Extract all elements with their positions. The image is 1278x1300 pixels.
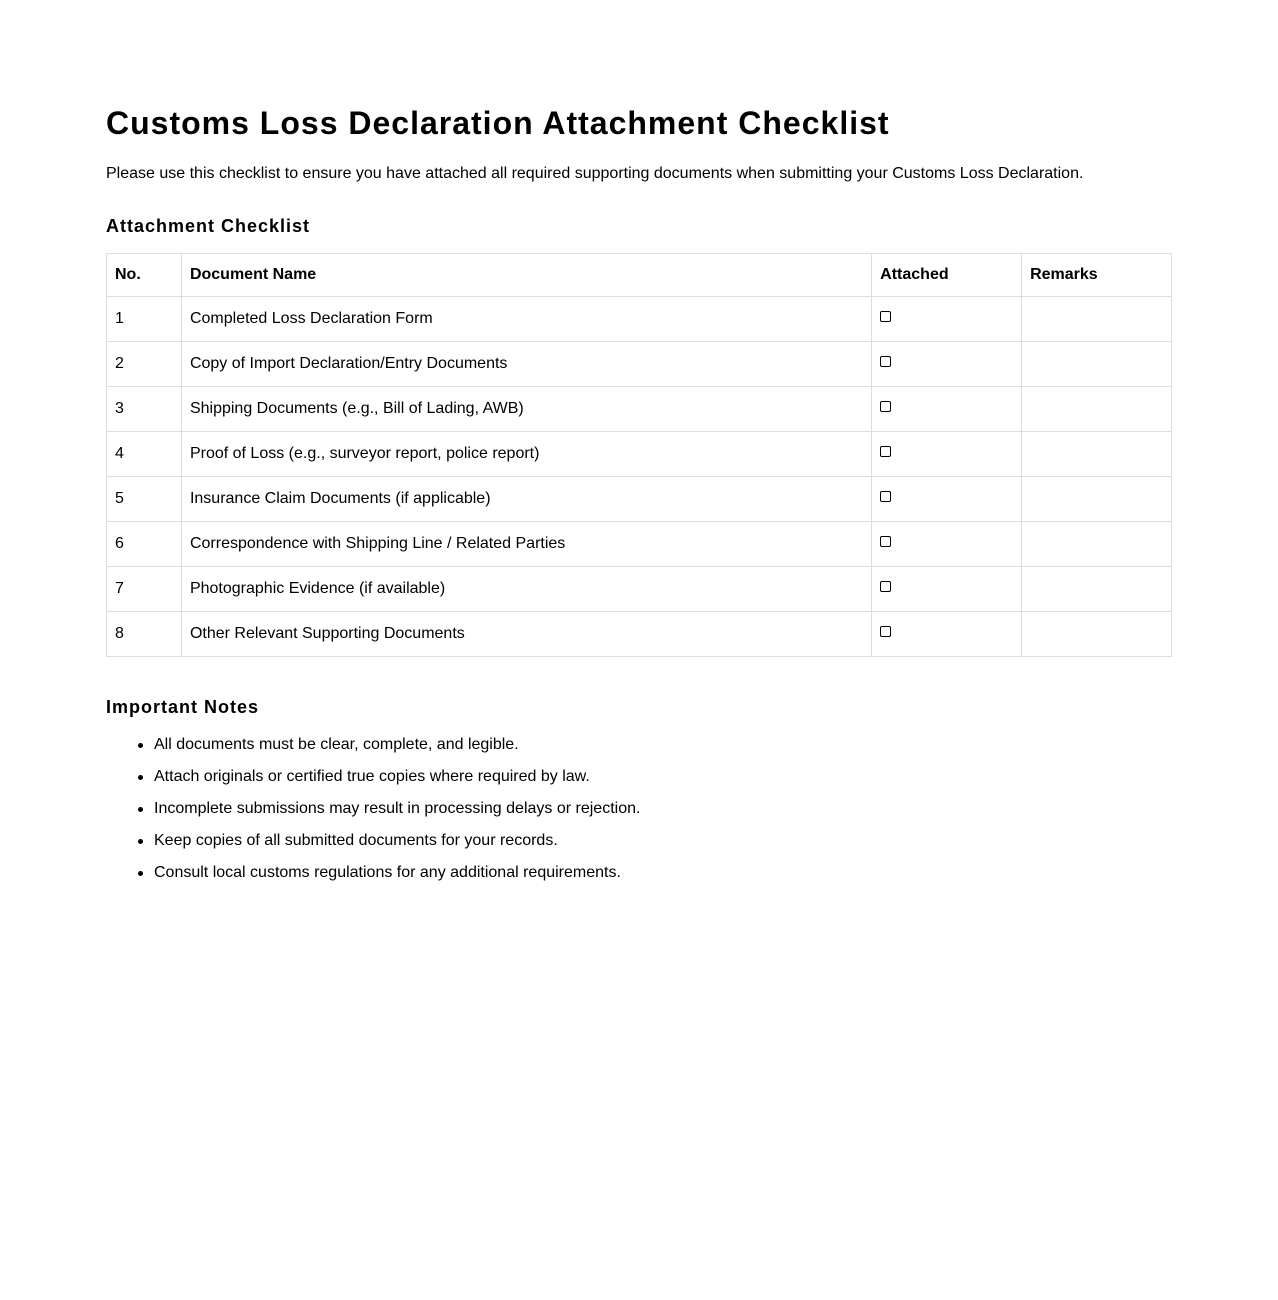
notes-list xyxy=(106,735,640,895)
intro-text: Please use this checklist to ensure you have attached all required supporting documents when submitting your Customs Loss Declaration. xyxy=(106,165,1084,182)
column-header-remarks: Remarks xyxy=(1022,254,1172,297)
document-name: Other Relevant Supporting Documents xyxy=(181,612,871,657)
note-text: Attach originals or certified true copies where required by law. xyxy=(154,768,590,785)
list-item xyxy=(154,863,640,883)
attached-cell xyxy=(872,342,1022,387)
attached-cell xyxy=(872,522,1022,567)
column-header-document-name: Document Name xyxy=(181,254,871,297)
attachment-checklist-table xyxy=(106,253,1172,657)
row-number: 8 xyxy=(107,612,182,657)
note-text: Keep copies of all submitted documents for your records. xyxy=(154,832,558,849)
bullet-icon xyxy=(138,743,143,748)
list-item xyxy=(154,831,640,851)
list-item xyxy=(154,799,640,819)
checklist-heading: Attachment Checklist xyxy=(106,216,311,236)
table-row xyxy=(107,522,1172,567)
attached-checkbox[interactable] xyxy=(880,356,891,367)
row-number: 7 xyxy=(107,567,182,612)
attached-cell xyxy=(872,477,1022,522)
table-row xyxy=(107,567,1172,612)
table-row xyxy=(107,612,1172,657)
bullet-icon xyxy=(138,839,143,844)
table-row xyxy=(107,477,1172,522)
attached-cell xyxy=(872,387,1022,432)
attached-cell xyxy=(872,297,1022,342)
notes-heading: Important Notes xyxy=(106,697,260,717)
document-name: Copy of Import Declaration/Entry Documents xyxy=(181,342,871,387)
remarks-cell[interactable] xyxy=(1022,387,1172,432)
row-number: 3 xyxy=(107,387,182,432)
note-text: Consult local customs regulations for any additional requirements. xyxy=(154,864,621,881)
remarks-cell[interactable] xyxy=(1022,567,1172,612)
attached-cell xyxy=(872,612,1022,657)
attached-checkbox[interactable] xyxy=(880,491,891,502)
column-header-attached: Attached xyxy=(872,254,1022,297)
attached-checkbox[interactable] xyxy=(880,401,891,412)
remarks-cell[interactable] xyxy=(1022,522,1172,567)
document-name: Proof of Loss (e.g., surveyor report, police report) xyxy=(181,432,871,477)
document-name: Completed Loss Declaration Form xyxy=(181,297,871,342)
document-name: Insurance Claim Documents (if applicable) xyxy=(181,477,871,522)
bullet-icon xyxy=(138,775,143,780)
document-name: Shipping Documents (e.g., Bill of Lading, AWB) xyxy=(181,387,871,432)
table-header-row xyxy=(107,254,1172,297)
row-number: 6 xyxy=(107,522,182,567)
list-item xyxy=(154,767,640,787)
table-row xyxy=(107,342,1172,387)
note-text: Incomplete submissions may result in processing delays or rejection. xyxy=(154,800,641,817)
attached-cell xyxy=(872,432,1022,477)
attached-checkbox[interactable] xyxy=(880,536,891,547)
attached-cell xyxy=(872,567,1022,612)
attached-checkbox[interactable] xyxy=(880,581,891,592)
attached-checkbox[interactable] xyxy=(880,311,891,322)
list-item xyxy=(154,735,640,755)
column-header-no: No. xyxy=(107,254,182,297)
table-row xyxy=(107,432,1172,477)
remarks-cell[interactable] xyxy=(1022,342,1172,387)
remarks-cell[interactable] xyxy=(1022,612,1172,657)
attached-checkbox[interactable] xyxy=(880,446,891,457)
document-name: Correspondence with Shipping Line / Related Parties xyxy=(181,522,871,567)
note-text: All documents must be clear, complete, and legible. xyxy=(154,736,519,753)
table-row xyxy=(107,387,1172,432)
row-number: 1 xyxy=(107,297,182,342)
bullet-icon xyxy=(138,871,143,876)
bullet-icon xyxy=(138,807,143,812)
document-name: Photographic Evidence (if available) xyxy=(181,567,871,612)
remarks-cell[interactable] xyxy=(1022,432,1172,477)
row-number: 2 xyxy=(107,342,182,387)
remarks-cell[interactable] xyxy=(1022,297,1172,342)
row-number: 5 xyxy=(107,477,182,522)
attached-checkbox[interactable] xyxy=(880,626,891,637)
row-number: 4 xyxy=(107,432,182,477)
table-row xyxy=(107,297,1172,342)
page-title: Customs Loss Declaration Attachment Checklist xyxy=(106,105,890,141)
remarks-cell[interactable] xyxy=(1022,477,1172,522)
